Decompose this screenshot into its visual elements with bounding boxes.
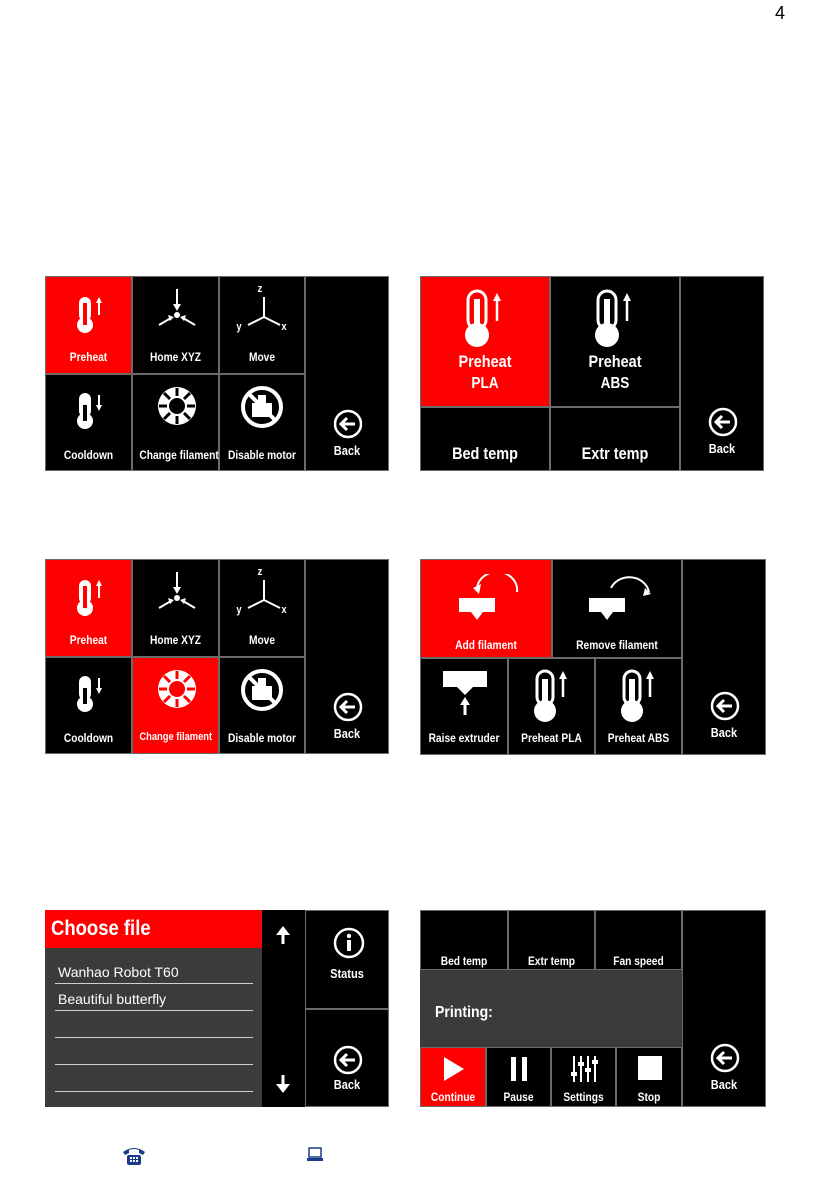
back-button[interactable] — [682, 559, 766, 755]
change-filament-button[interactable] — [132, 657, 219, 754]
back-label: Back — [710, 1077, 738, 1092]
back-button[interactable] — [682, 910, 766, 1107]
disable-motor-icon — [240, 668, 284, 712]
change-filament-label: Change filament — [139, 448, 219, 462]
back-arrow-icon — [708, 407, 738, 437]
preheat-button[interactable] — [45, 559, 132, 657]
thermometer-up-icon — [534, 669, 570, 725]
cooldown-button[interactable] — [45, 657, 132, 754]
phone-icon — [121, 1144, 147, 1171]
preheat-pla-button[interactable] — [420, 276, 550, 407]
thermometer-up-icon — [77, 578, 105, 618]
back-arrow-icon — [710, 691, 740, 721]
add-filament-icon — [457, 574, 521, 622]
preheat-abs-label-line2: ABS — [600, 375, 630, 392]
axis-x-label: x — [281, 321, 287, 333]
scroll-down-icon[interactable] — [275, 1075, 291, 1093]
screen-filament-menu — [420, 559, 766, 755]
preheat-abs-label: Preheat ABS — [607, 731, 670, 745]
move-label: Move — [248, 633, 276, 647]
bed-temp-label: Bed temp — [440, 954, 488, 968]
raise-extruder-button[interactable] — [420, 658, 508, 755]
raise-extruder-label: Raise extruder — [428, 731, 500, 745]
stop-button[interactable] — [616, 1047, 682, 1107]
preheat-abs-label-line1: Preheat — [588, 352, 642, 371]
file-list-item[interactable]: Beautiful butterfly — [55, 984, 253, 1011]
thermometer-up-icon — [465, 289, 505, 351]
back-arrow-icon — [333, 409, 363, 439]
sliders-icon — [569, 1054, 599, 1084]
back-button[interactable] — [305, 1009, 389, 1107]
extr-temp-button[interactable] — [550, 407, 680, 471]
bed-temp-button[interactable] — [420, 910, 508, 970]
back-label: Back — [708, 441, 736, 456]
disable-motor-label: Disable motor — [227, 448, 296, 462]
thermometer-up-icon — [621, 669, 657, 725]
extr-temp-label: Extr temp — [527, 954, 576, 968]
pause-icon — [508, 1056, 530, 1082]
fan-speed-label: Fan speed — [613, 954, 664, 968]
scroll-column — [262, 910, 305, 1107]
file-list-item[interactable]: Wanhao Robot T60 — [55, 957, 253, 984]
home-xyz-label: Home XYZ — [149, 633, 201, 647]
filament-spool-icon — [156, 385, 198, 427]
remove-filament-label: Remove filament — [576, 638, 658, 652]
raise-extruder-icon — [441, 669, 489, 717]
back-button[interactable] — [305, 276, 389, 471]
axis-z-label: z — [257, 566, 263, 578]
file-list-item[interactable] — [55, 1038, 253, 1065]
axis-y-label: y — [236, 321, 242, 333]
cooldown-label: Cooldown — [63, 448, 114, 462]
remove-filament-icon — [587, 574, 651, 622]
thermometer-down-icon — [77, 391, 105, 431]
home-xyz-label: Home XYZ — [149, 350, 201, 364]
screen-main-menu-2 — [45, 559, 389, 754]
back-label: Back — [333, 1077, 361, 1092]
preheat-pla-label-line1: Preheat — [458, 352, 512, 371]
stop-icon — [637, 1055, 663, 1081]
thermometer-up-icon — [595, 289, 635, 351]
axis-x-label: x — [281, 604, 287, 616]
move-button[interactable] — [219, 276, 305, 374]
disable-motor-icon — [240, 385, 284, 429]
continue-button[interactable] — [420, 1047, 486, 1107]
laptop-icon — [306, 1147, 324, 1168]
info-icon — [333, 927, 365, 959]
settings-label: Settings — [563, 1090, 604, 1104]
preheat-label: Preheat — [69, 350, 108, 364]
remove-filament-button[interactable] — [552, 559, 682, 658]
move-button[interactable] — [219, 559, 305, 657]
status-button[interactable] — [305, 910, 389, 1009]
disable-motor-button[interactable] — [219, 374, 305, 471]
back-label: Back — [710, 725, 738, 740]
back-arrow-icon — [333, 1045, 363, 1075]
change-filament-button[interactable] — [132, 374, 219, 471]
fan-speed-button[interactable] — [595, 910, 682, 970]
stop-label: Stop — [637, 1090, 661, 1104]
extr-temp-label: Extr temp — [581, 444, 649, 463]
preheat-pla-button[interactable] — [508, 658, 595, 755]
screen-print-menu — [420, 910, 766, 1107]
file-list-title — [45, 910, 262, 948]
printing-status-panel — [420, 970, 682, 1047]
back-arrow-icon — [710, 1043, 740, 1073]
axis-y-label: y — [236, 604, 242, 616]
preheat-pla-label-line2: PLA — [471, 375, 499, 392]
extr-temp-button[interactable] — [508, 910, 595, 970]
add-filament-label: Add filament — [455, 638, 517, 652]
disable-motor-button[interactable] — [219, 657, 305, 754]
cooldown-label: Cooldown — [63, 731, 114, 745]
back-arrow-icon — [333, 692, 363, 722]
bed-temp-button[interactable] — [420, 407, 550, 471]
preheat-button[interactable] — [45, 276, 132, 374]
play-icon — [442, 1055, 466, 1083]
disable-motor-label: Disable motor — [227, 731, 296, 745]
pause-button[interactable] — [486, 1047, 551, 1107]
file-list-item[interactable] — [55, 1065, 253, 1092]
cooldown-button[interactable] — [45, 374, 132, 471]
filament-spool-icon — [156, 668, 198, 710]
screen-file-menu — [45, 910, 389, 1107]
bed-temp-label: Bed temp — [452, 444, 518, 463]
axis-z-label: z — [257, 283, 263, 295]
move-label: Move — [248, 350, 276, 364]
printing-label: Printing: — [435, 1004, 493, 1021]
page-number: 4 — [775, 3, 786, 23]
preheat-abs-button[interactable] — [550, 276, 680, 407]
pause-label: Pause — [503, 1090, 534, 1104]
settings-button[interactable] — [551, 1047, 616, 1107]
back-label: Back — [333, 726, 361, 741]
screen-preheat-menu — [420, 276, 764, 471]
back-label: Back — [333, 443, 361, 458]
continue-label: Continue — [430, 1090, 476, 1104]
change-filament-label: Change filament — [139, 731, 213, 743]
thermometer-down-icon — [77, 674, 105, 714]
back-button[interactable] — [680, 276, 764, 471]
status-label: Status — [330, 966, 364, 981]
preheat-label: Preheat — [69, 633, 108, 647]
preheat-pla-label: Preheat PLA — [521, 731, 582, 745]
back-button[interactable] — [305, 559, 389, 754]
thermometer-up-icon — [77, 295, 105, 335]
screen-main-menu-1 — [45, 276, 389, 471]
preheat-abs-button[interactable] — [595, 658, 682, 755]
file-list-panel — [45, 910, 262, 1107]
add-filament-button[interactable] — [420, 559, 552, 658]
scroll-up-icon[interactable] — [275, 926, 291, 944]
file-list-title-text: Choose file — [51, 917, 151, 940]
file-list-item[interactable] — [55, 1011, 253, 1038]
